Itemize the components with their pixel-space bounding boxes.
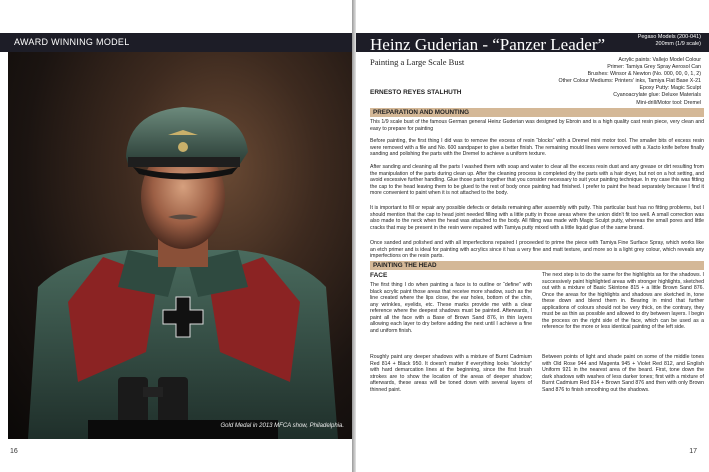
prep-paragraph: This 1/9 scale bust of the famous German general Heinz Guderian was designed by Ebroin and is a high quality cast resin piece, very clean and easy to prepare for painting <box>370 119 704 132</box>
material-item: Cyanoacrylate glue: Deluxe Materials <box>613 92 701 99</box>
author-name: ERNESTO REYES STALHUTH <box>370 89 462 96</box>
material-item: Brushes: Winsor & Newton (No. 000, 00, 0, 1, 2) <box>587 71 701 78</box>
painting-section-heading: PAINTING THE HEAD <box>370 261 704 270</box>
scale: 200mm (1/9 scale) <box>655 41 701 47</box>
page-number-left: 16 <box>10 448 18 455</box>
left-page <box>0 0 352 472</box>
face-paragraph: Roughly paint any deeper shadows with a mixture of Burnt Cadmium Red 814 + Black 950. It doesn't matter if everything looks “sketchy” with hard demarcation lines at the beginning, since the first brush strokes are to show the location of the areas of deeper shadow; afterwards, these areas will be toned down with several layers of thinned paint. <box>370 354 532 393</box>
prep-paragraph: Once sanded and polished and with all imperfections repaired I proceeded to prime the piece with Tamiya Fine Surface Spray, which works like an etch primer and is ideal for painting with acrylics since it has a very fine and matt texture, and more so is a light grey colour, which reveals any imperfections on the resin parts. <box>370 240 704 259</box>
material-item: Primer: Tamiya Grey Spray Aerosol Can <box>607 64 701 71</box>
prep-paragraph: After sanding and cleaning all the parts I washed them with soap and water to clear all the excess resin dust and any grease or dirt resulting from the manipulation of the parts during clean up. After the cleaning process is completed dry the parts with a hair dryer, but not on a hot setting, and avoid excessive further handling. Glue those parts together that you consider necessary to suit your painting technique. In my case this was fitting the cap to the head leaving them to be glued to the rest of body once painting had finished. I prefer to paint the head separately because I find it more convenient to paint when it is not attached to the body. <box>370 164 704 196</box>
material-item: Acrylic paints: Vallejo Model Colour <box>618 57 701 63</box>
material-item: Other Colour Mediums: Printers' inks, Tamiya Flat Base X-21 <box>558 78 701 85</box>
left-header-bar <box>0 33 352 52</box>
face-paragraph: Between points of light and shade paint on some of the middle tones with Old Rose 944 and Magenta 945 + Violet Red 812, and English Uniform 921 in the nearest area of the beard. First, tone down the dark shadows with washes of less darker tones; first with a mixture of Burnt Cadmium Red 814 + Brown Sand 876 and then with only Brown Sand 876 to finish smoothing out the shadows. <box>542 354 704 393</box>
right-page <box>356 0 709 472</box>
prep-section-heading: PREPARATION AND MOUNTING <box>370 108 704 117</box>
material-item: Mini-drill/Motor tool: Dremel <box>636 99 701 106</box>
section-header: AWARD WINNING MODEL <box>14 37 130 47</box>
prep-paragraph: Before painting, the first thing I did was to remove the excess of resin “blocks” with a Dremel mini motor tool. The smaller bits of excess resin were removed with a file and No. 600 sandpaper to give a better finish. The remaining mould lines were removed with a Xacto knife before finally sanding and polishing the parts with the Dremel to achieve a uniform texture. <box>370 138 704 157</box>
photo-caption: Gold Medal in 2013 MFCA show, Philadelphia. <box>220 423 344 429</box>
prep-paragraph: It is important to fill or repair any possible defects or details remaining after assembly with putty. This particular bust has no fitting problems, but I should mention that the cap to head joint needed filling with a little putty in those areas where the union didn't fit too well. A small correction was also made to the neck when the head was attached to the body. All filling was made with Magic Sculpt putty, whereas the small pores and little cracks that may be present in the resin were repaired with Tamiya putty mixed with a little liquid glue of the same brand. <box>370 205 704 231</box>
page-number-right: 17 <box>689 448 697 455</box>
face-subheading: FACE <box>370 272 388 279</box>
publisher-info <box>638 34 701 48</box>
article-subtitle: Painting a Large Scale Bust <box>370 57 465 67</box>
bust-photo <box>8 52 352 439</box>
article-title: Heinz Guderian - “Panzer Leader” <box>370 35 606 54</box>
face-paragraph: The first thing I do when painting a face is to outline or “define” with black acrylic paint those areas that receive more shadow, such as the line created where the lips close, the ear holes, bottom of the chin, any wrinkles, eyelids, etc. These marks provide me with a clear reference where the deepest shadows must be painted. Afterwards, I paint all the face with a Base of Brown Sand 876, in thin layers allowing each layer to dry before adding the next until I achieve a fine and uniform finish. <box>370 282 532 334</box>
bust-illustration <box>8 52 352 439</box>
materials-list <box>558 57 701 107</box>
material-item: Epoxy Putty: Magic Sculpt <box>639 85 701 92</box>
face-paragraph: The next step is to do the same for the highlights as for the shadows. I successively paint highlighted areas with stronger highlights, sketched out with a mixture of Basic Skintone 815 + a little Brown Sand 876. Once the areas for the highlights and shadows are sketched in, tone these down and blend them in. Bearing in mind that further applications of colours should not be very thick, on the contrary, they must be as thin as possible and allowed to dry between layers. I begin the process on the right side of the face, which can be used as a reference for the more or less identical painting of the left side. <box>542 272 704 330</box>
publisher: Pegaso Models (200-041) <box>637 34 701 40</box>
